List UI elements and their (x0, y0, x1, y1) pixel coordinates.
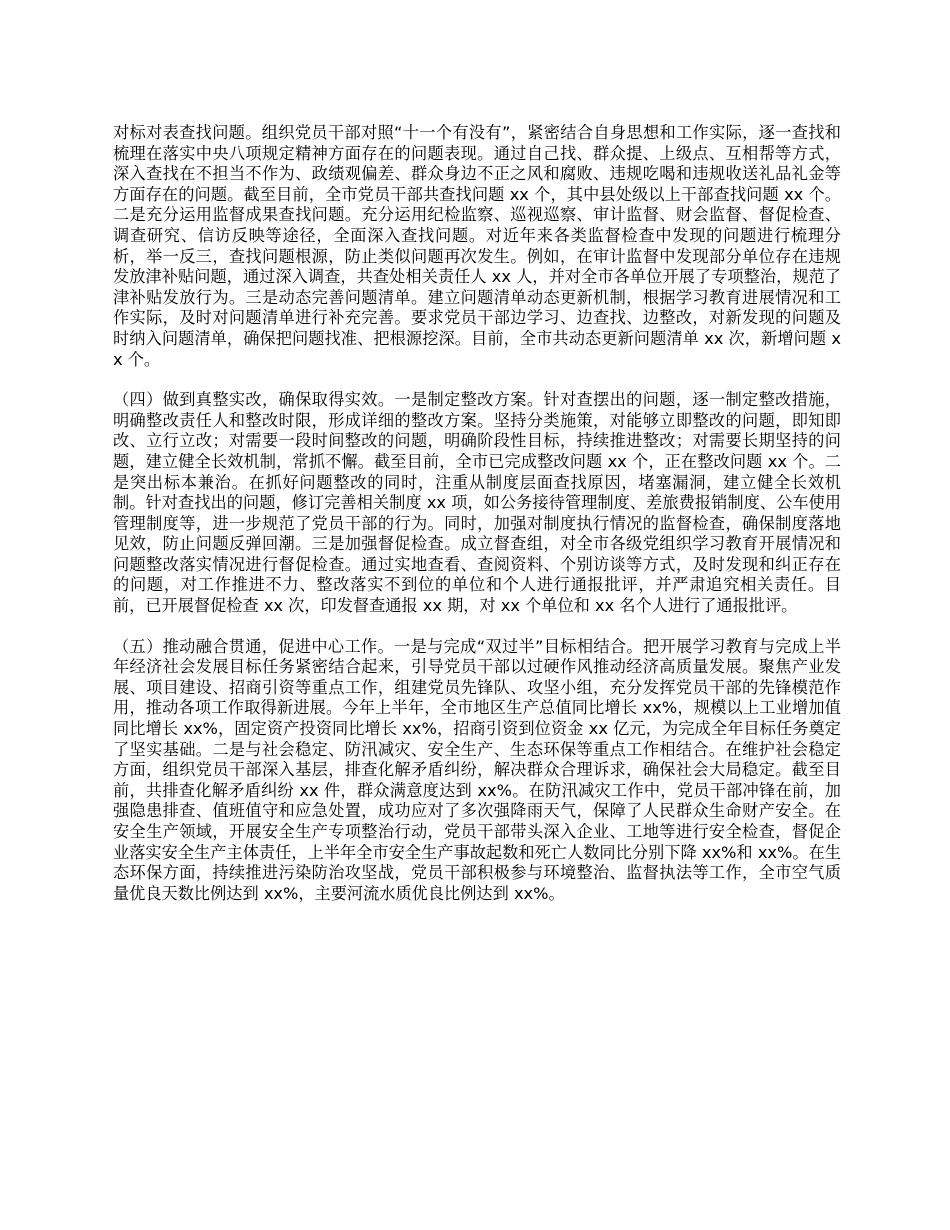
paragraph-section-four: （四）做到真整实改，确保取得实效。一是制定整改方案。针对查摆出的问题，逐一制定整改措施，明确整改责任人和整改时限，形成详细的整改方案。坚持分类施策，对能够立即整改的问题，即知即改、立行立改；对需要一段时间整改的问题，明确阶段性目标，持续推进整改；对需要长期坚持的问题，建立健全长效机制，常抓不懈。截至目前，全市已完成整改问题 xx 个，正在整改问题 xx 个。二是突出标本兼治。在抓好问题整改的同时，注重从制度层面查找原因，堵塞漏洞，建立健全长效机制。针对查找出的问题，修订完善相关制度 xx 项，如公务接待管理制度、差旅费报销制度、公车使用管理制度等，进一步规范了党员干部的行为。同时，加强对制度执行情况的监督检查，确保制度落地见效，防止问题反弹回潮。三是加强督促检查。成立督查组，对全市各级党组织学习教育开展情况和问题整改落实情况进行督促检查。通过实地查看、查阅资料、个别访谈等方式，及时发现和纠正存在的问题，对工作推进不力、整改落实不到位的单位和个人进行通报批评，并严肃追究相关责任。目前，已开展督促检查 xx 次，印发督查通报 xx 期，对 xx 个单位和 xx 名个人进行了通报批评。 (113, 390, 841, 616)
paragraph-problem-finding: 对标对表查找问题。组织党员干部对照“十一个有没有”，紧密结合自身思想和工作实际，逐一查找和梳理在落实中央八项规定精神方面存在的问题表现。通过自己找、群众提、上级点、互相帮等方式，深入查找在不担当不作为、政绩观偏差、群众身边不正之风和腐败、违规吃喝和违规收送礼品礼金等方面存在的问题。截至目前，全市党员干部共查找问题 xx 个，其中县处级以上干部查找问题 xx 个。二是充分运用监督成果查找问题。充分运用纪检监察、巡视巡察、审计监督、财会监督、督促检查、调查研究、信访反映等途径，全面深入查找问题。对近年来各类监督检查中发现的问题进行梳理分析，举一反三，查找问题根源，防止类似问题再次发生。例如，在审计监督中发现部分单位存在违规发放津补贴问题，通过深入调查，共查处相关责任人 xx 人，并对全市各单位开展了专项整治，规范了津补贴发放行为。三是动态完善问题清单。建立问题清单动态更新机制，根据学习教育进展情况和工作实际，及时对问题清单进行补充完善。要求党员干部边学习、边查找、边整改，对新发现的问题及时纳入问题清单，确保把问题找准、把根源挖深。目前，全市共动态更新问题清单 xx 次，新增问题 xx 个。 (113, 123, 841, 369)
document-body (113, 123, 841, 904)
paragraph-section-five: （五）推动融合贯通，促进中心工作。一是与完成“双过半”目标相结合。把开展学习教育与完成上半年经济社会发展目标任务紧密结合起来，引导党员干部以过硬作风推动经济高质量发展。聚焦产业发展、项目建设、招商引资等重点工作，组建党员先锋队、攻坚小组，充分发挥党员干部的先锋模范作用，推动各项工作取得新进展。今年上半年，全市地区生产总值同比增长 xx%，规模以上工业增加值同比增长 xx%，固定资产投资同比增长 xx%，招商引资到位资金 xx 亿元，为完成全年目标任务奠定了坚实基础。二是与社会稳定、防汛减灾、安全生产、生态环保等重点工作相结合。在维护社会稳定方面，组织党员干部深入基层，排查化解矛盾纠纷，解决群众合理诉求，确保社会大局稳定。截至目前，共排查化解矛盾纠纷 xx 件，群众满意度达到 xx%。在防汛减灾工作中，党员干部冲锋在前，加强隐患排查、值班值守和应急处置，成功应对了多次强降雨天气，保障了人民群众生命财产安全。在安全生产领域，开展安全生产专项整治行动，党员干部带头深入企业、工地等进行安全检查，督促企业落实安全生产主体责任，上半年全市安全生产事故起数和死亡人数同比分别下降 xx%和 xx%。在生态环保方面，持续推进污染防治攻坚战，党员干部积极参与环境整治、监督执法等工作，全市空气质量优良天数比例达到 xx%，主要河流水质优良比例达到 xx%。 (113, 636, 841, 903)
